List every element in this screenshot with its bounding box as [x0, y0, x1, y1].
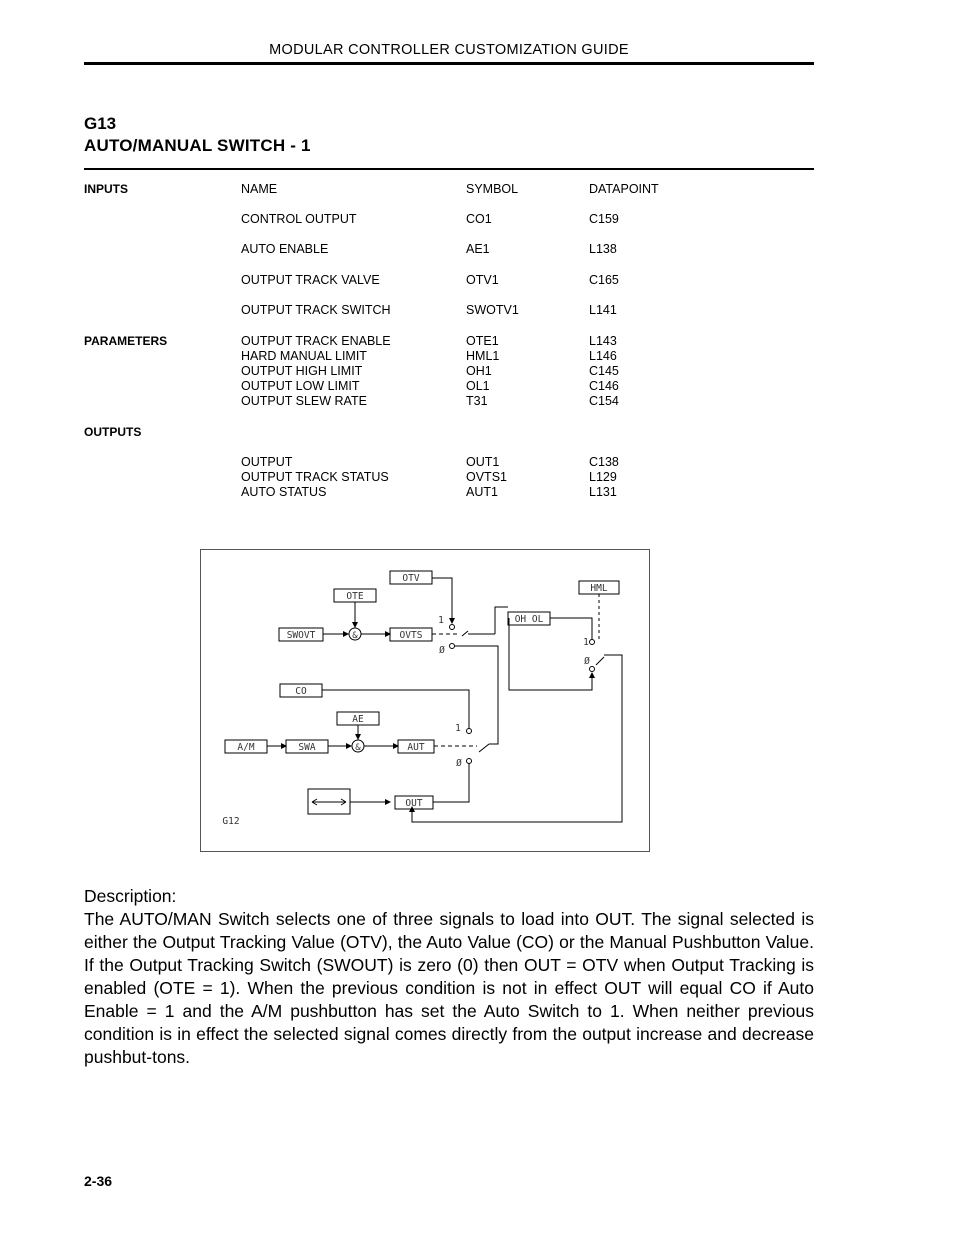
input-symbol: CO1	[466, 212, 492, 226]
running-header: MODULAR CONTROLLER CUSTOMIZATION GUIDE	[269, 42, 629, 58]
ae-label: AE	[352, 714, 364, 725]
ohol-label: OH OL	[514, 614, 544, 625]
switch-2-contact-1	[467, 729, 472, 734]
parameter-datapoint: C145	[589, 364, 619, 378]
switch-2-label-1: 1	[455, 723, 461, 734]
switch-1-contact-1	[450, 625, 455, 630]
switch-3-contact-0	[590, 667, 595, 672]
output-symbol: AUT1	[466, 485, 498, 499]
parameter-symbol: OL1	[466, 379, 490, 393]
output-name: AUTO STATUS	[241, 485, 327, 499]
parameter-datapoint: C146	[589, 379, 619, 393]
diagram-frame	[201, 550, 650, 852]
output-datapoint: C138	[589, 455, 619, 469]
parameter-name: OUTPUT HIGH LIMIT	[241, 364, 363, 378]
input-symbol: OTV1	[466, 273, 499, 287]
parameter-datapoint: L146	[589, 349, 617, 363]
column-header-datapoint: DATAPOINT	[589, 182, 659, 196]
hml-label: HML	[590, 583, 608, 594]
ovts-label: OVTS	[399, 630, 423, 641]
figure-label: G12	[222, 816, 240, 827]
switch-2-label-0: Ø	[456, 758, 462, 769]
aut-label: AUT	[407, 742, 425, 753]
group-label-inputs: INPUTS	[84, 182, 129, 196]
am-label: A/M	[237, 742, 255, 753]
parameter-symbol: HML1	[466, 349, 500, 363]
swovt-label: SWOVT	[286, 630, 316, 641]
section-rule	[84, 168, 814, 170]
parameter-name: OUTPUT LOW LIMIT	[241, 379, 360, 393]
input-name: OUTPUT TRACK SWITCH	[241, 303, 391, 317]
and-label-1: &	[352, 631, 358, 641]
input-name: AUTO ENABLE	[241, 242, 329, 256]
parameter-datapoint: C154	[589, 394, 619, 408]
input-datapoint: C165	[589, 273, 619, 287]
switch-3-label-1: 1	[583, 637, 589, 648]
otv-label: OTV	[402, 573, 420, 584]
switch-1-label-1: 1	[438, 615, 444, 626]
auto-manual-switch-diagram	[200, 549, 650, 852]
section-code: G13	[84, 114, 117, 133]
input-name: CONTROL OUTPUT	[241, 212, 357, 226]
group-label-parameters: PARAMETERS	[84, 334, 168, 348]
ote-label: OTE	[346, 591, 364, 602]
output-name: OUTPUT TRACK STATUS	[241, 470, 389, 484]
output-name: OUTPUT	[241, 455, 293, 469]
group-label-outputs: OUTPUTS	[84, 425, 142, 439]
input-name: OUTPUT TRACK VALVE	[241, 273, 380, 287]
parameter-datapoint: L143	[589, 334, 617, 348]
input-datapoint: L141	[589, 303, 617, 317]
parameter-name: HARD MANUAL LIMIT	[241, 349, 367, 363]
co-label: CO	[295, 686, 307, 697]
description-heading: Description:	[84, 886, 177, 906]
input-symbol: AE1	[466, 242, 490, 256]
switch-1-contact-0	[450, 644, 455, 649]
column-header-symbol: SYMBOL	[466, 182, 519, 196]
input-datapoint: L138	[589, 242, 617, 256]
out-label: OUT	[405, 798, 423, 809]
output-symbol: OVTS1	[466, 470, 507, 484]
swa-label: SWA	[298, 742, 316, 753]
page-number: 2-36	[84, 1173, 113, 1189]
and-label-2: &	[355, 743, 361, 753]
switch-2-contact-0	[467, 759, 472, 764]
switch-1-label-0: Ø	[439, 645, 445, 656]
input-datapoint: C159	[589, 212, 619, 226]
parameter-symbol: OTE1	[466, 334, 499, 348]
switch-3-contact-1	[590, 640, 595, 645]
header-rule	[84, 62, 814, 65]
output-datapoint: L131	[589, 485, 617, 499]
parameter-symbol: OH1	[466, 364, 492, 378]
output-symbol: OUT1	[466, 455, 500, 469]
output-datapoint: L129	[589, 470, 617, 484]
column-header-name: NAME	[241, 182, 278, 196]
parameter-name: OUTPUT SLEW RATE	[241, 394, 367, 408]
description	[84, 885, 814, 1069]
parameter-symbol: T31	[466, 394, 488, 408]
switch-3-label-0: Ø	[584, 656, 590, 667]
description-body: The AUTO/MAN Switch selects one of three signals to load into OUT. The signal selected is either the Output Tracking Value (OTV), the Auto Value (CO) or the Manual Pushbutton Value. If the Output Tracking Switch (SWOUT) is zero (0) then OUT = OTV when Output Tracking is enabled (OTE = 1). When the previous condition is not in effect OUT will equal CO if Auto Enable = 1 and the A/M pushbutton has set the Auto Switch to 1. When neither previous condition is in effect the selected signal comes directly from the output increase and decrease pushbut-tons.	[84, 909, 814, 1067]
input-symbol: SWOTV1	[466, 303, 519, 317]
parameter-name: OUTPUT TRACK ENABLE	[241, 334, 391, 348]
section-title: AUTO/MANUAL SWITCH - 1	[84, 136, 311, 155]
